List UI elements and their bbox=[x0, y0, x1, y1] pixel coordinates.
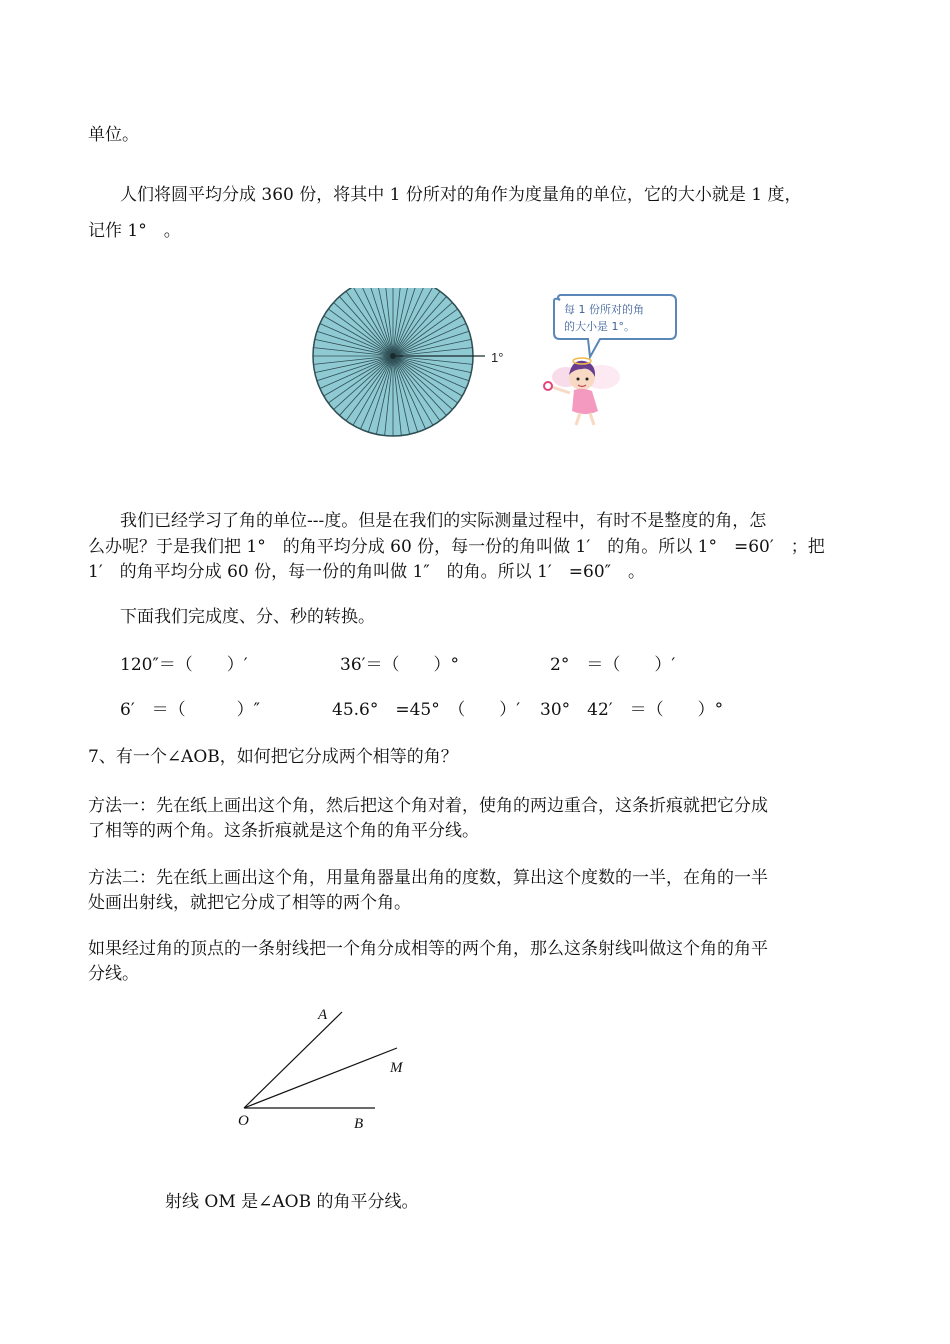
method-1-line-1: 方法一：先在纸上画出这个角，然后把这个角对着，使角的两边重合，这条折痕就把它分成 bbox=[88, 796, 768, 816]
text-line-unit: 单位。 bbox=[88, 125, 139, 145]
exercise-2: 36′＝（ ）° bbox=[340, 655, 459, 675]
paragraph-2-line-2: 么办呢？于是我们把 1° 的角平均分成 60 份，每一份的角叫做 1′ 的角。所以 1° =60′ ；把 bbox=[88, 537, 825, 557]
ray-OA bbox=[244, 1012, 342, 1108]
figure-caption: 射线 OM 是∠AOB 的角平分线。 bbox=[165, 1192, 419, 1212]
ray-OM bbox=[244, 1048, 397, 1108]
method-2-line-2: 处画出射线，就把它分成了相等的两个角。 bbox=[88, 893, 411, 913]
bubble-text-line-1: 每 1 份所对的角 bbox=[564, 303, 644, 316]
bubble-text-line-2: 的大小是 1°。 bbox=[564, 320, 635, 333]
paragraph-2-line-1: 我们已经学习了角的单位---度。但是在我们的实际测量过程中，有时不是整度的角，怎 bbox=[120, 511, 767, 531]
exercise-3: 2° ＝（ ）′ bbox=[550, 655, 676, 675]
paragraph-1-line-2: 记作 1° 。 bbox=[88, 221, 181, 241]
definition-line-2: 分线。 bbox=[88, 964, 139, 984]
label-M: M bbox=[390, 1060, 403, 1076]
degree-circle-figure bbox=[305, 288, 515, 438]
definition-line-1: 如果经过角的顶点的一条射线把一个角分成相等的两个角，那么这条射线叫做这个角的角平 bbox=[88, 939, 768, 959]
label-A: A bbox=[318, 1007, 328, 1023]
paragraph-1-line-1: 人们将圆平均分成 360 份，将其中 1 份所对的角作为度量角的单位，它的大小就是 1 度， bbox=[120, 185, 802, 205]
fairy-illustration bbox=[510, 285, 700, 435]
exercise-1: 120″＝（ ）′ bbox=[120, 655, 248, 675]
exercise-5: 45.6° =45° （ ）′ bbox=[332, 700, 521, 720]
method-2-line-1: 方法二：先在纸上画出这个角，用量角器量出角的度数，算出这个度数的一半，在角的一半 bbox=[88, 868, 768, 888]
paragraph-2-line-3: 1′ 的角平均分成 60 份，每一份的角叫做 1″ 的角。所以 1′ =60″ 。 bbox=[88, 562, 645, 582]
exercise-4: 6′ ＝（ ）″ bbox=[120, 700, 261, 720]
question-7-heading: 7、有一个∠AOB，如何把它分成两个相等的角？ bbox=[88, 747, 458, 767]
paragraph-3: 下面我们完成度、分、秒的转换。 bbox=[120, 607, 375, 627]
one-degree-label: 1° bbox=[491, 350, 504, 365]
angle-bisector-figure bbox=[232, 1000, 422, 1140]
label-O: O bbox=[238, 1113, 249, 1129]
exercise-6: 30° 42′ ＝（ ）° bbox=[540, 700, 724, 720]
method-1-line-2: 了相等的两个角。这条折痕就是这个角的角平分线。 bbox=[88, 821, 479, 841]
fairy-icon bbox=[544, 358, 620, 425]
label-B: B bbox=[354, 1116, 364, 1132]
